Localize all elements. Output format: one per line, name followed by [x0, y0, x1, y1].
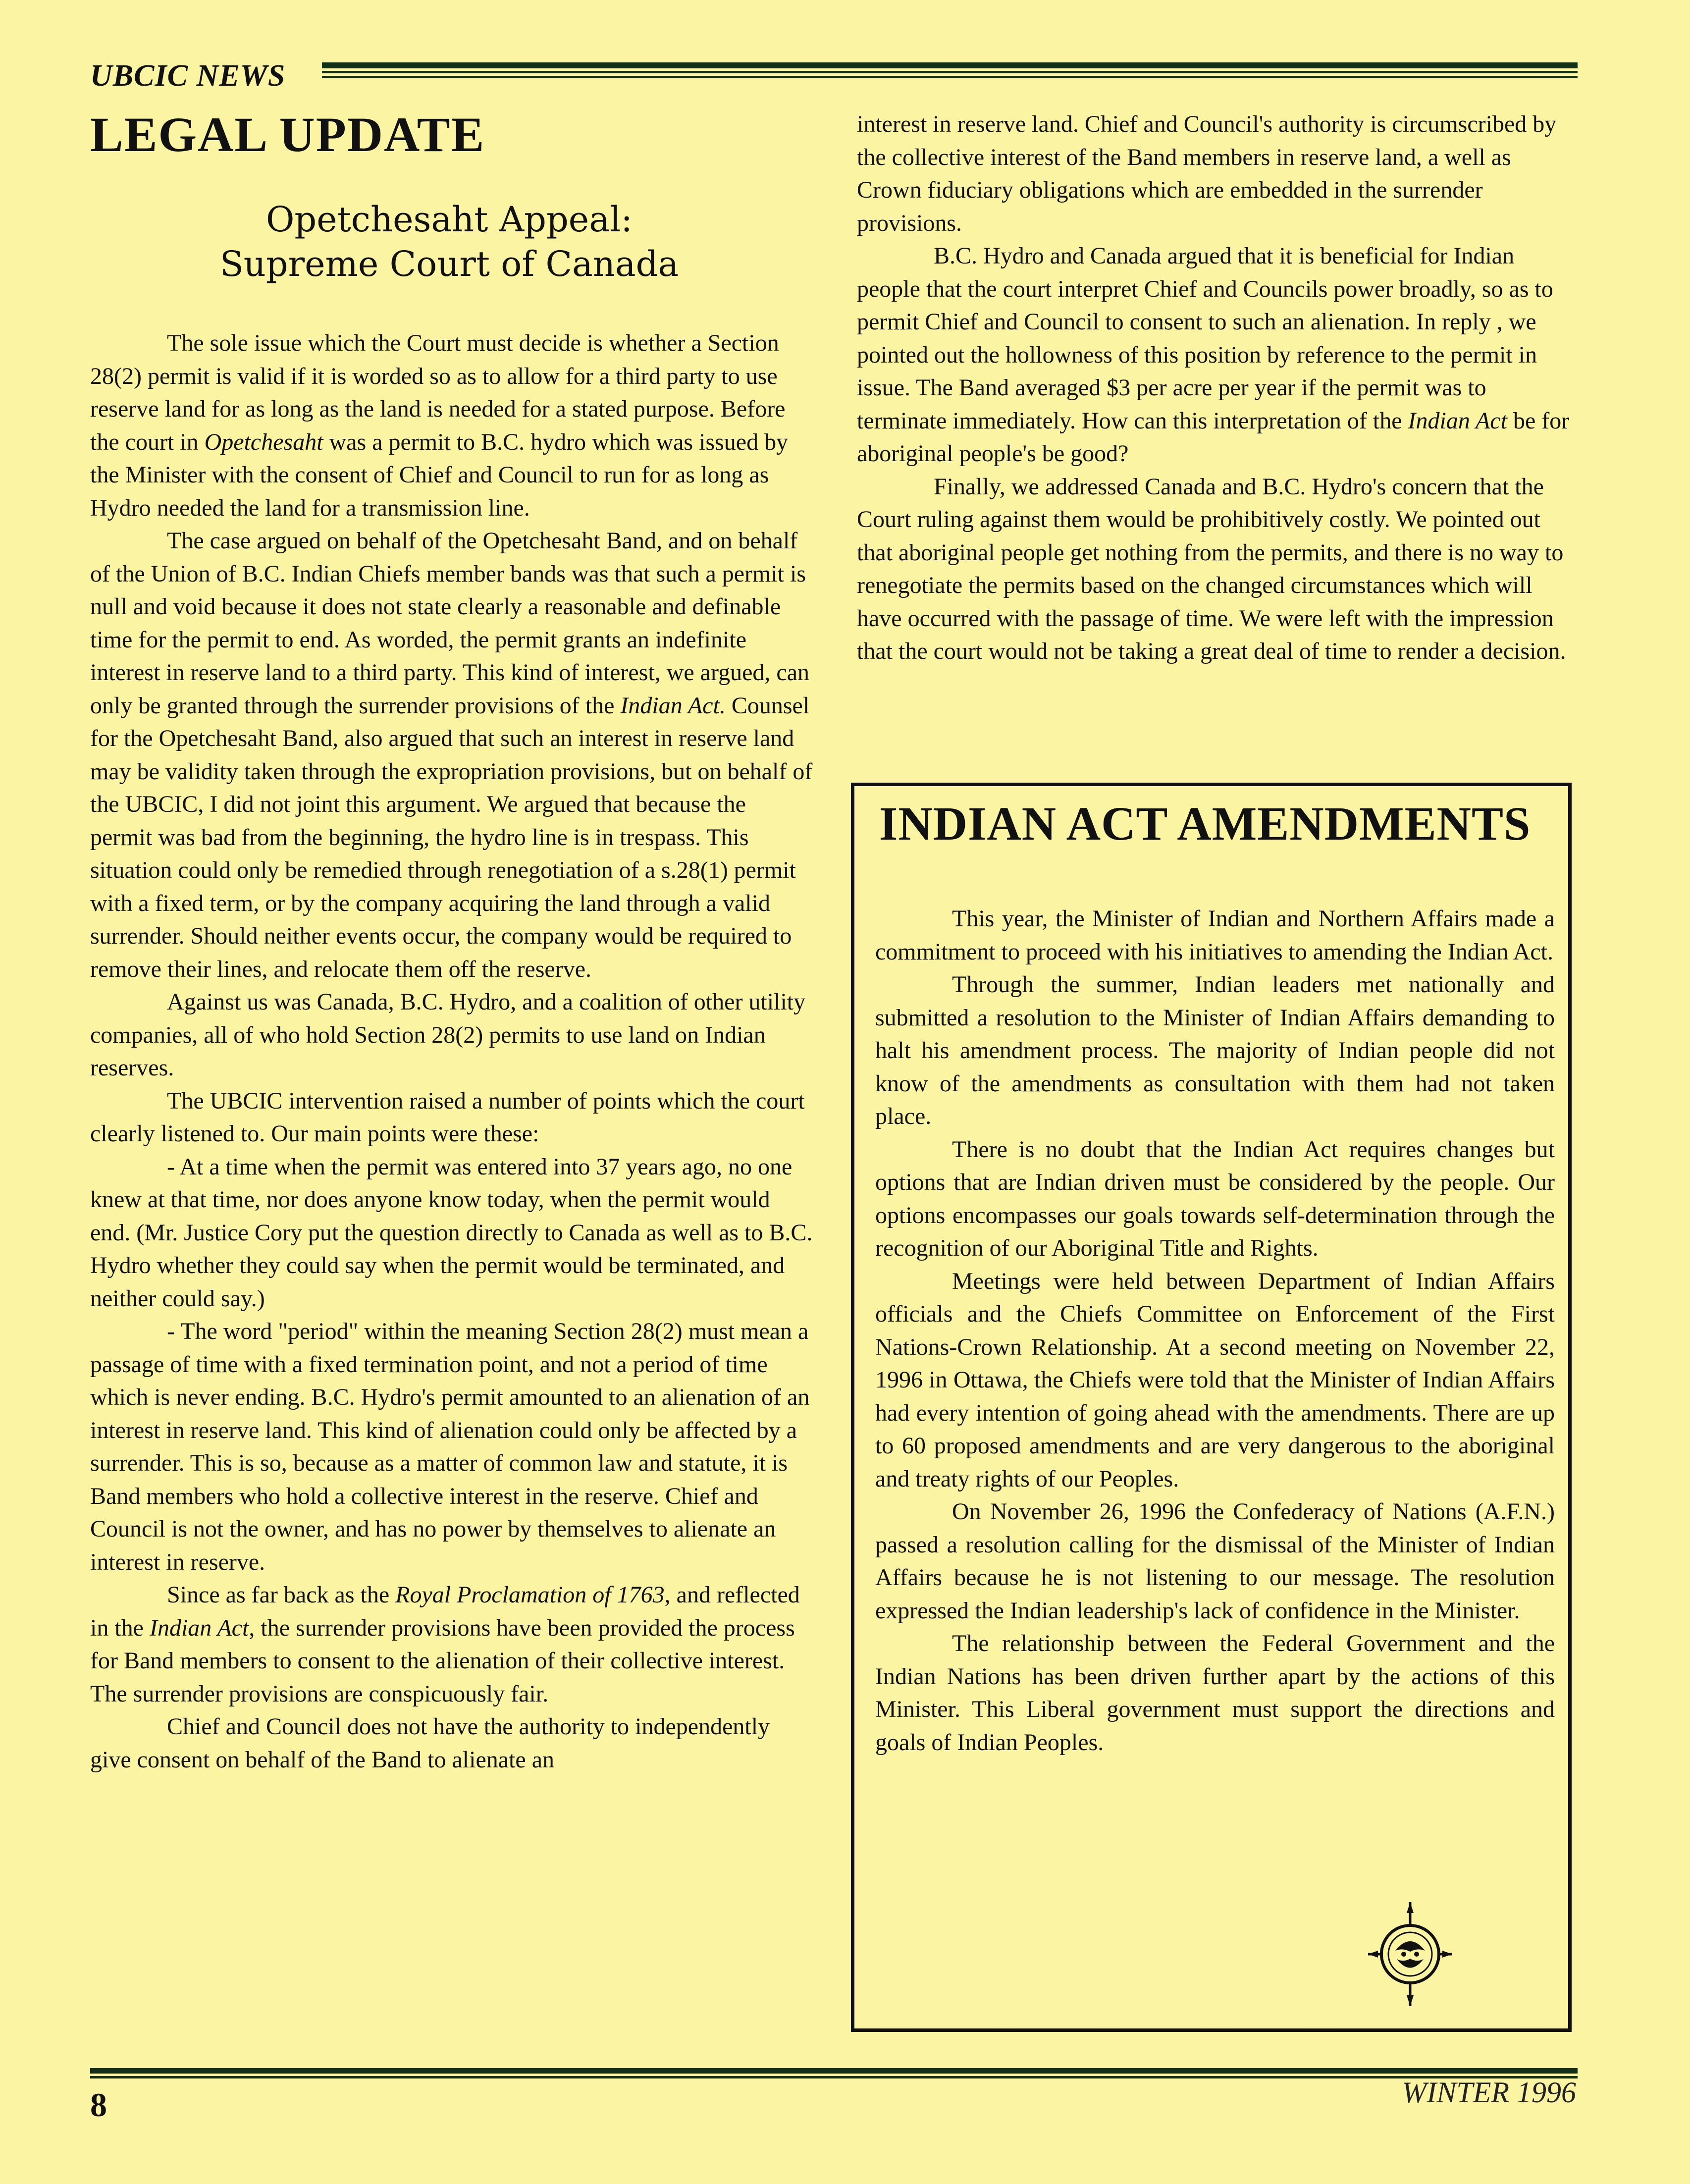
article-paragraph: The case argued on behalf of the Opetchesaht Band, and on behalf of the Union of B.C. Indian Chiefs member bands was that such a permit is null and void because it does not state clearly a reasonable and definable time for the permit to end. As worded, the permit grants an indefinite interest in reserve land to a third party. This kind of interest, we argued, can only be granted through the surrender provisions of the Indian Act. Counsel for the Opetchesaht Band, also argued that such an interest in reserve land may be validity taken through the expropriation provisions, but on behalf of the UBCIC, I did not joint this argument. We argued that because the permit was bad from the beginning, the hydro line is in trespass. This situation could only be remedied through renegotiation of a s.28(1) permit with a fixed term, or by the company acquiring the land through a valid surrender. Should neither events occur, the company would be required to remove their lines, and relocate them off the reserve.	[90, 528, 813, 982]
article-title-line2: Supreme Court of Canada	[219, 244, 679, 284]
article-paragraph: Finally, we addressed Canada and B.C. Hydro's concern that the Court ruling against them would be prohibitively costly. We pointed out that aboriginal people get nothing from the permits, and there is no way to renegotiate the permits based on the changed circumstances which will have occurred with the passage of time. We were left with the impression that the court would not be taking a great deal of time to render a decision.	[857, 473, 1566, 664]
header-rule	[322, 62, 1578, 79]
article-paragraph: The UBCIC intervention raised a number of points which the court clearly listened to. Our main points were these:	[90, 1087, 805, 1147]
ubcic-emblem-icon	[1368, 1902, 1452, 2006]
section-title: LEGAL UPDATE	[90, 107, 485, 162]
sidebar-paragraph: This year, the Minister of Indian and Northern Affairs made a commitment to proceed with his initiatives to amending the Indian Act.	[875, 906, 1555, 965]
sidebar-title: INDIAN ACT AMENDMENTS	[879, 797, 1531, 850]
article-paragraph: Against us was Canada, B.C. Hydro, and a coalition of other utility companies, all of who hold Section 28(2) permits to use land on Indian reserves.	[90, 989, 806, 1081]
sidebar-paragraph: The relationship between the Federal Government and the Indian Nations has been driven further apart by the actions of this Minister. This Liberal government must support the directions and goals of Indian Peoples.	[875, 1630, 1555, 1756]
article-title-line1: Opetchesaht Appeal:	[266, 199, 633, 240]
article-paragraph: The sole issue which the Court must decide is whether a Section 28(2) permit is valid if it is worded so as to allow for a third party to use reserve land for as long as the land is needed for a stated purpose. Before the court in Opetchesaht was a permit to B.C. hydro which was issued by the Minister with the consent of Chief and Council to run for as long as Hydro needed the land for a transmission line.	[90, 330, 789, 521]
article-paragraph: Chief and Council does not have the authority to independently give consent on behalf of the Band to alienate an	[90, 1713, 770, 1773]
sidebar-paragraph: There is no doubt that the Indian Act requires changes but options that are Indian driven must be considered by the people. Our options encompasses our goals towards self-determination through the recognition of our Aboriginal Title and Rights.	[875, 1136, 1555, 1261]
article-paragraph: Since as far back as the Royal Proclamation of 1763, and reflected in the Indian Act, the surrender provisions have been provided the process for Band members to consent to the alienation of their collective interest. The surrender provisions are conspicuously fair.	[90, 1582, 800, 1707]
article-title	[90, 197, 808, 286]
footer-rule	[90, 2068, 1578, 2078]
article-paragraph: - At a time when the permit was entered into 37 years ago, no one knew at that time, nor does anyone know today, when the permit would end. (Mr. Justice Cory put the question directly to Canada as well as to B.C. Hydro whether they could say when the permit would be terminated, and neither could say.)	[90, 1153, 813, 1312]
page-number: 8	[90, 2086, 107, 2124]
sidebar-paragraph: Meetings were held between Department of Indian Affairs officials and the Chiefs Committee on Enforcement of the First Nations-Crown Relationship. At a second meeting on November 22, 1996 in Ottawa, the Chiefs were told that the Minister of Indian Affairs had every intention of going ahead with the amendments. There are up to 60 proposed amendments and are very dangerous to the aboriginal and treaty rights of our Peoples.	[875, 1268, 1555, 1492]
sidebar-paragraph: Through the summer, Indian leaders met nationally and submitted a resolution to the Minister of Indian Affairs demanding to halt his amendment process. The majority of Indian people did not know of the amendments as consultation with them had not taken place.	[875, 971, 1555, 1129]
sidebar-box	[851, 783, 1572, 2032]
sidebar-paragraph: On November 26, 1996 the Confederacy of Nations (A.F.N.) passed a resolution calling for the dismissal of the Minister of Indian Affairs because he is not listening to our message. The resolution expressed the Indian leadership's lack of confidence in the Minister.	[875, 1498, 1555, 1624]
sidebar-body	[875, 903, 1555, 1759]
article-paragraph: B.C. Hydro and Canada argued that it is beneficial for Indian people that the court interpret Chief and Councils power broadly, so as to permit Chief and Council to consent to such an alienation. In reply , we pointed out the hollowness of this position by reference to the permit in issue. The Band averaged $3 per acre per year if the permit was to terminate immediately. How can this interpretation of the Indian Act be for aboriginal people's be good?	[857, 243, 1570, 467]
article-paragraph: interest in reserve land. Chief and Council's authority is circumscribed by the collective interest of the Band members in reserve land, a well as Crown fiduciary obligations which are embedded in the surrender provisions.	[857, 111, 1557, 236]
issue-date: WINTER 1996	[1402, 2076, 1576, 2109]
article-paragraph: - The word "period" within the meaning Section 28(2) must mean a passage of time with a fixed termination point, and not a period of time which is never ending. B.C. Hydro's permit amounted to an alienation of an interest in reserve land. This kind of alienation could only be affected by a surrender. This is so, because as a matter of common law and statute, it is Band members who hold a collective interest in the reserve. Chief and Council is not the owner, and has no power by themselves to alienate an interest in reserve.	[90, 1318, 810, 1575]
masthead: UBCIC NEWS	[90, 59, 286, 93]
article-left-column	[90, 327, 813, 1776]
article-right-column	[857, 108, 1575, 668]
